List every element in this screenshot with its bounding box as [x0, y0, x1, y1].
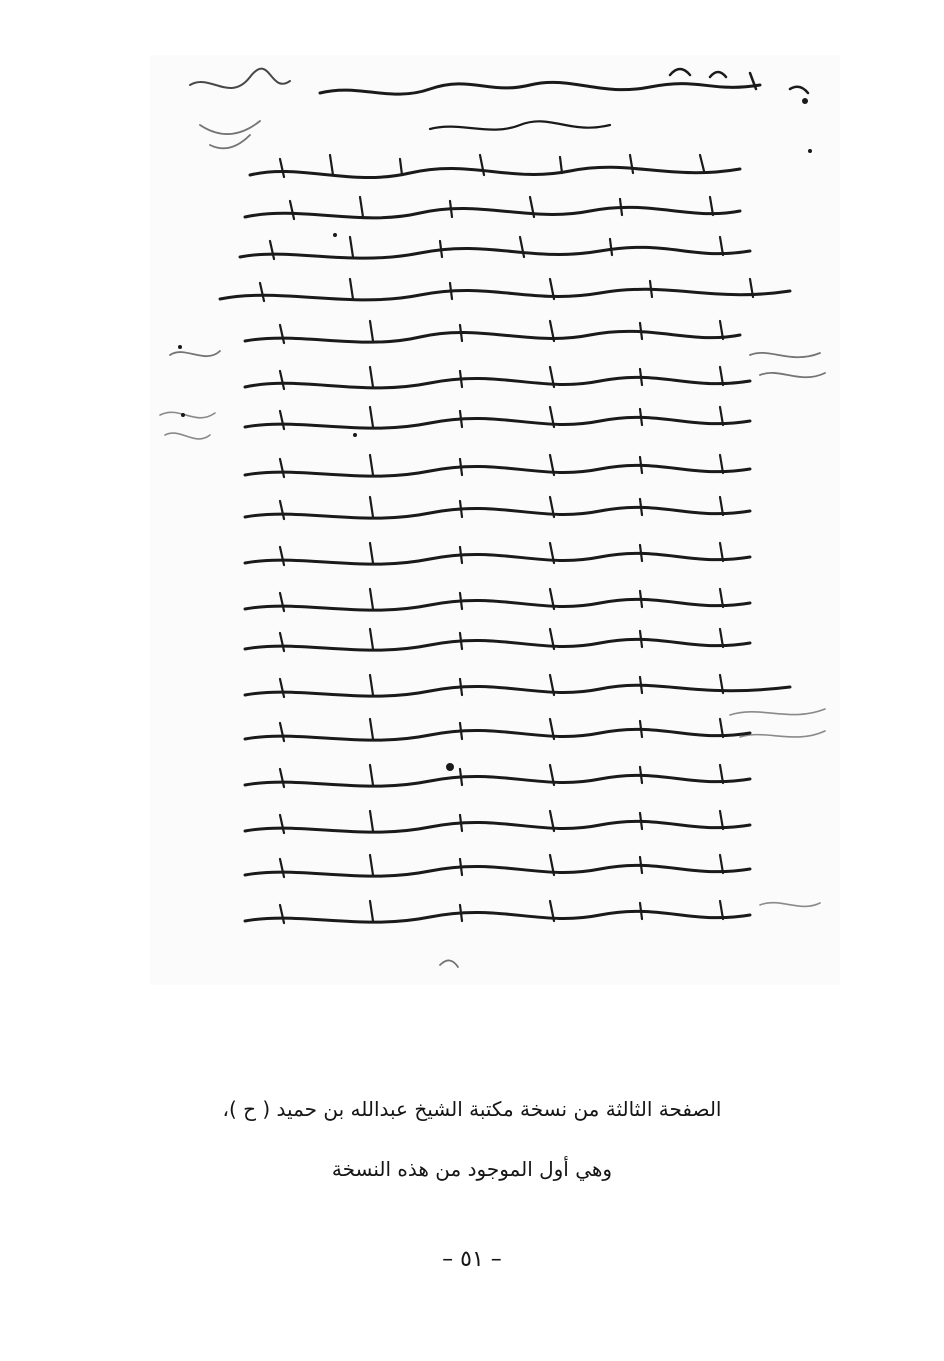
caption-line-2: وهي أول الموجود من هذه النسخة	[331, 1157, 613, 1181]
page-number: – ٥١ –	[442, 1247, 502, 1272]
caption-line-1: الصفحة الثالثة من نسخة مكتبة الشيخ عبدالله بن حميد ( ح )،	[222, 1097, 722, 1121]
manuscript-handwriting	[150, 55, 840, 985]
manuscript-image	[150, 55, 840, 985]
